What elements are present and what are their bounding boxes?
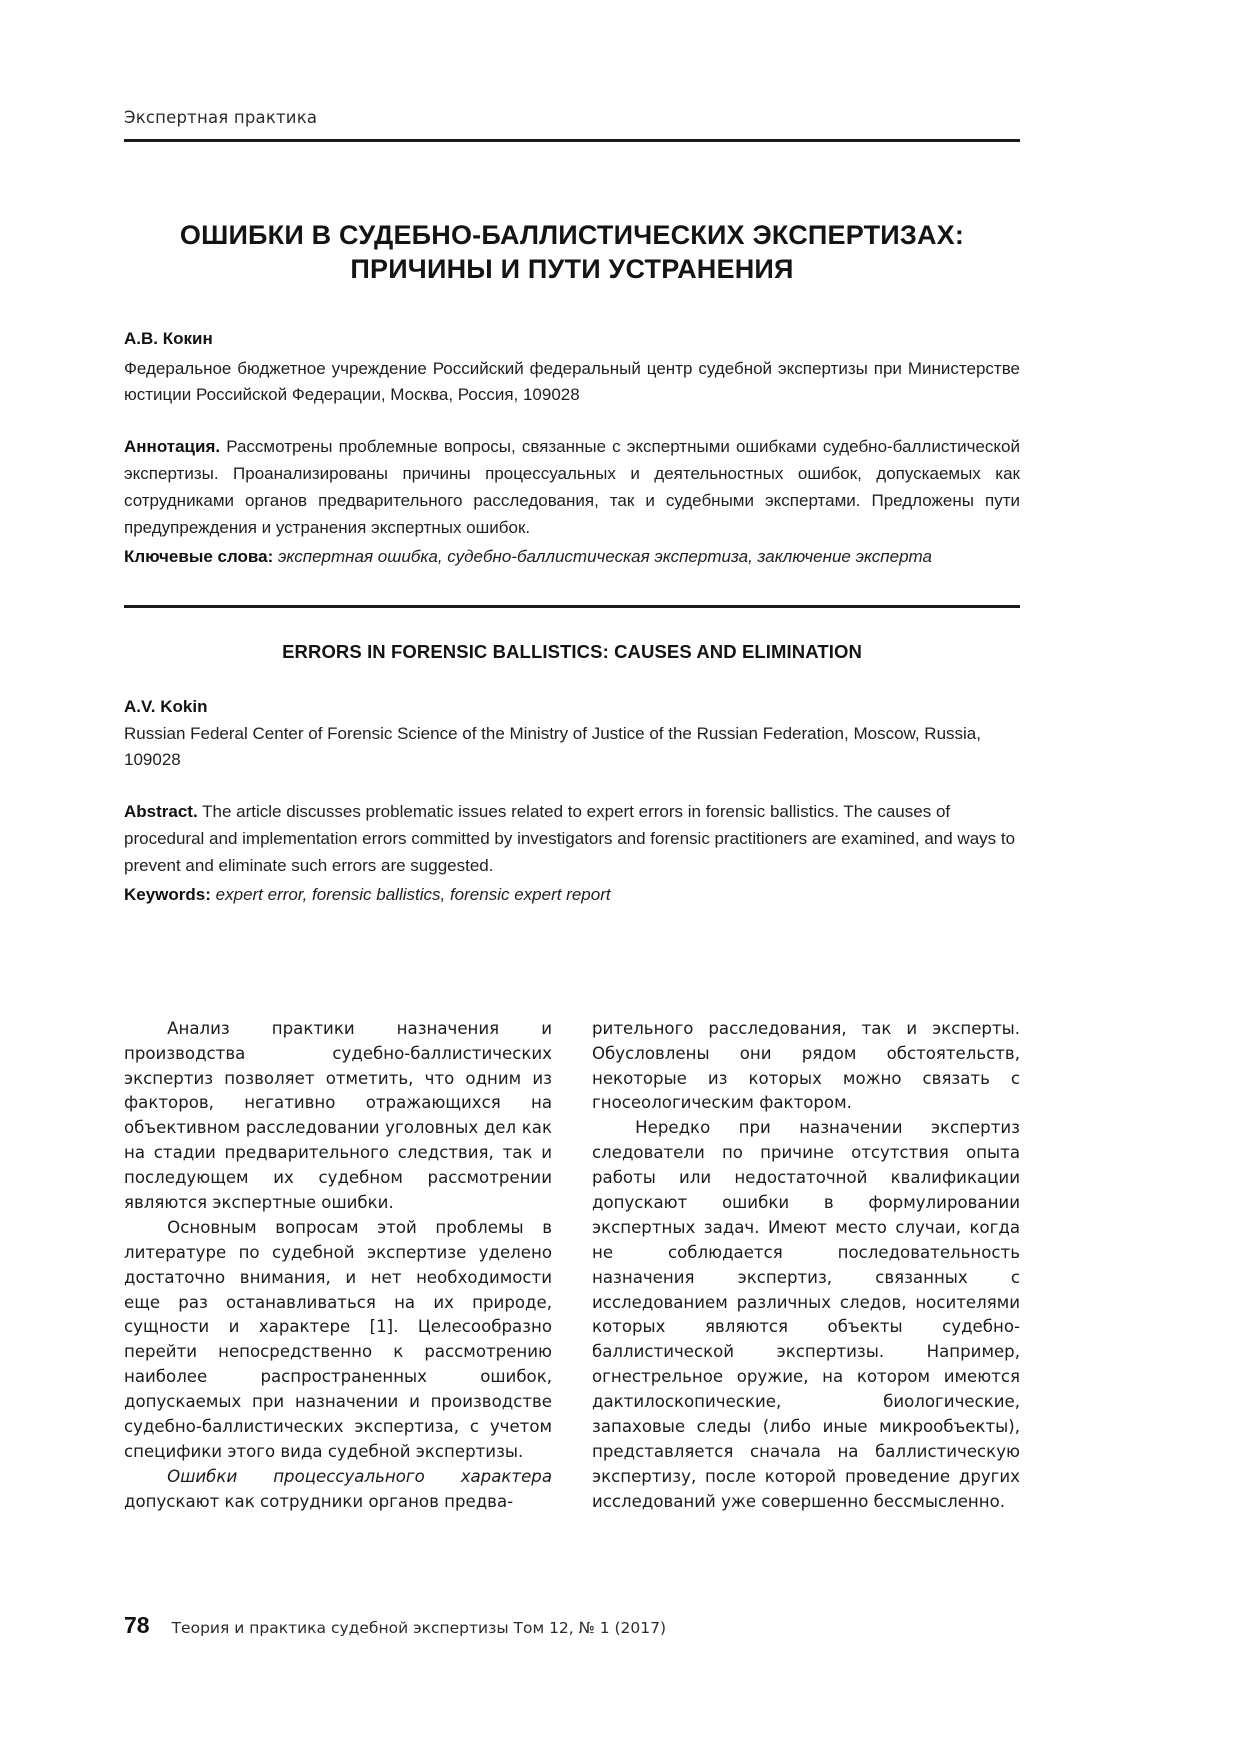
keywords-en [124, 882, 1020, 909]
affiliation-en: Russian Federal Center of Forensic Science of the Ministry of Justice of the Russian Federation, Moscow, Russia, 109028 [124, 723, 981, 770]
article-title-ru-line-1: ОШИБКИ В СУДЕБНО-БАЛЛИСТИЧЕСКИХ ЭКСПЕРТИЗАХ: [179, 219, 965, 250]
author-name-en: A.V. Kokin [124, 696, 208, 716]
page-footer [124, 1612, 1020, 1639]
keywords-ru-text: экспертная ошибка, судебно-баллистическая экспертиза, заключение эксперта [278, 546, 932, 566]
header-rule [124, 139, 1020, 142]
keywords-en-label: Keywords: [124, 884, 211, 904]
page-number: 78 [124, 1612, 150, 1638]
footer-journal-line: Теория и практика судебной экспертизы Том 12, № 1 (2017) [171, 1619, 667, 1637]
body-paragraph-italic-lead: Ошибки процессуального характера [167, 1466, 552, 1486]
article-title-ru [124, 218, 1020, 287]
abstract-ru-label: Аннотация. [124, 437, 221, 457]
body-paragraph: рительного расследования, так и эксперты. Обусловлены они рядом обстоятельств, некоторые из которых можно связать с гносеологическим фактором. [592, 1018, 1020, 1113]
keywords-ru-label: Ключевые слова: [124, 546, 274, 566]
body-paragraph: Анализ практики назначения и производства судебно-баллистических экспертиз позволяет отметить, что одним из факторов, негативно отражающихся на объективном расследовании уголовных дел как на стадии предварительного следствия, так и последующем их судебном рассмотрении являются экспертные ошибки. [124, 1018, 552, 1213]
abstract-en-label: Abstract. [124, 802, 198, 822]
abstract-en-text: The article discusses problematic issues related to expert errors in forensic ballistics. The causes of procedural and implementation errors committed by investigators and forensic practitioners are examined, and ways to prevent and eliminate such errors are suggested. [124, 802, 1016, 876]
body-column-right [592, 1017, 1020, 1515]
body-paragraph-text: допускают как сотрудники органов предва- [124, 1491, 514, 1511]
keywords-en-text: expert error, forensic ballistics, forensic expert report [215, 884, 611, 904]
abstract-ru-text: Рассмотрены проблемные вопросы, связанные с экспертными ошибками судебно-баллистической экспертизы. Проанализированы причины процессуальных и деятельностных ошибок, допускаемых как сотрудниками органов предварительного расследования, так и судебными экспертами. Предложены пути предупреждения и устранения экспертных ошибок. [124, 437, 1020, 537]
section-divider-rule [124, 605, 1020, 608]
body-paragraph [124, 1465, 552, 1515]
body-paragraph: Основным вопросам этой проблемы в литературе по судебной экспертизе уделено достаточно внимания, и нет необходимости еще раз останавливаться на их природе, сущности и характере [1]. Целесообразно перейти непосредственно к рассмотрению наиболее распространенных ошибок, допускаемых при назначении и производстве судебно-баллистических экспертиза, с учетом специфики этого вида судебной экспертизы. [124, 1217, 552, 1461]
body-column-left [124, 1017, 552, 1515]
article-title-en: ERRORS IN FORENSIC BALLISTICS: CAUSES AND ELIMINATION [282, 640, 862, 662]
abstract-en [124, 799, 1020, 880]
page-content [124, 0, 1020, 1515]
author-name-ru: А.В. Кокин [124, 328, 213, 348]
running-head: Экспертная практика [124, 108, 318, 127]
body-paragraph: Нередко при назначении экспертиз следователи по причине отсутствия опыта работы или недостаточной квалификации допускают ошибки в формулировании экспертных задач. Имеют место случаи, когда не соблюдается последовательность назначения экспертиз, связанных с исследованием различных следов, носителями которых являются объекты судебно-баллистической экспертизы. Например, огнестрельное оружие, на котором имеются дактилоскопические, биологические, запаховые следы (либо иные микрообъекты), представляется сначала на баллистическую экспертизу, после которой проведение других исследований уже совершенно бессмысленно. [592, 1118, 1020, 1511]
affiliation-ru: Федеральное бюджетное учреждение Российский федеральный центр судебной экспертизы при Министерстве юстиции Российской Федерации, Москва, Россия, 109028 [124, 358, 1020, 405]
keywords-ru [124, 544, 1020, 571]
body-columns [124, 1017, 1020, 1515]
abstract-ru [124, 434, 1020, 541]
article-title-ru-line-2: ПРИЧИНЫ И ПУТИ УСТРАНЕНИЯ [350, 254, 794, 285]
